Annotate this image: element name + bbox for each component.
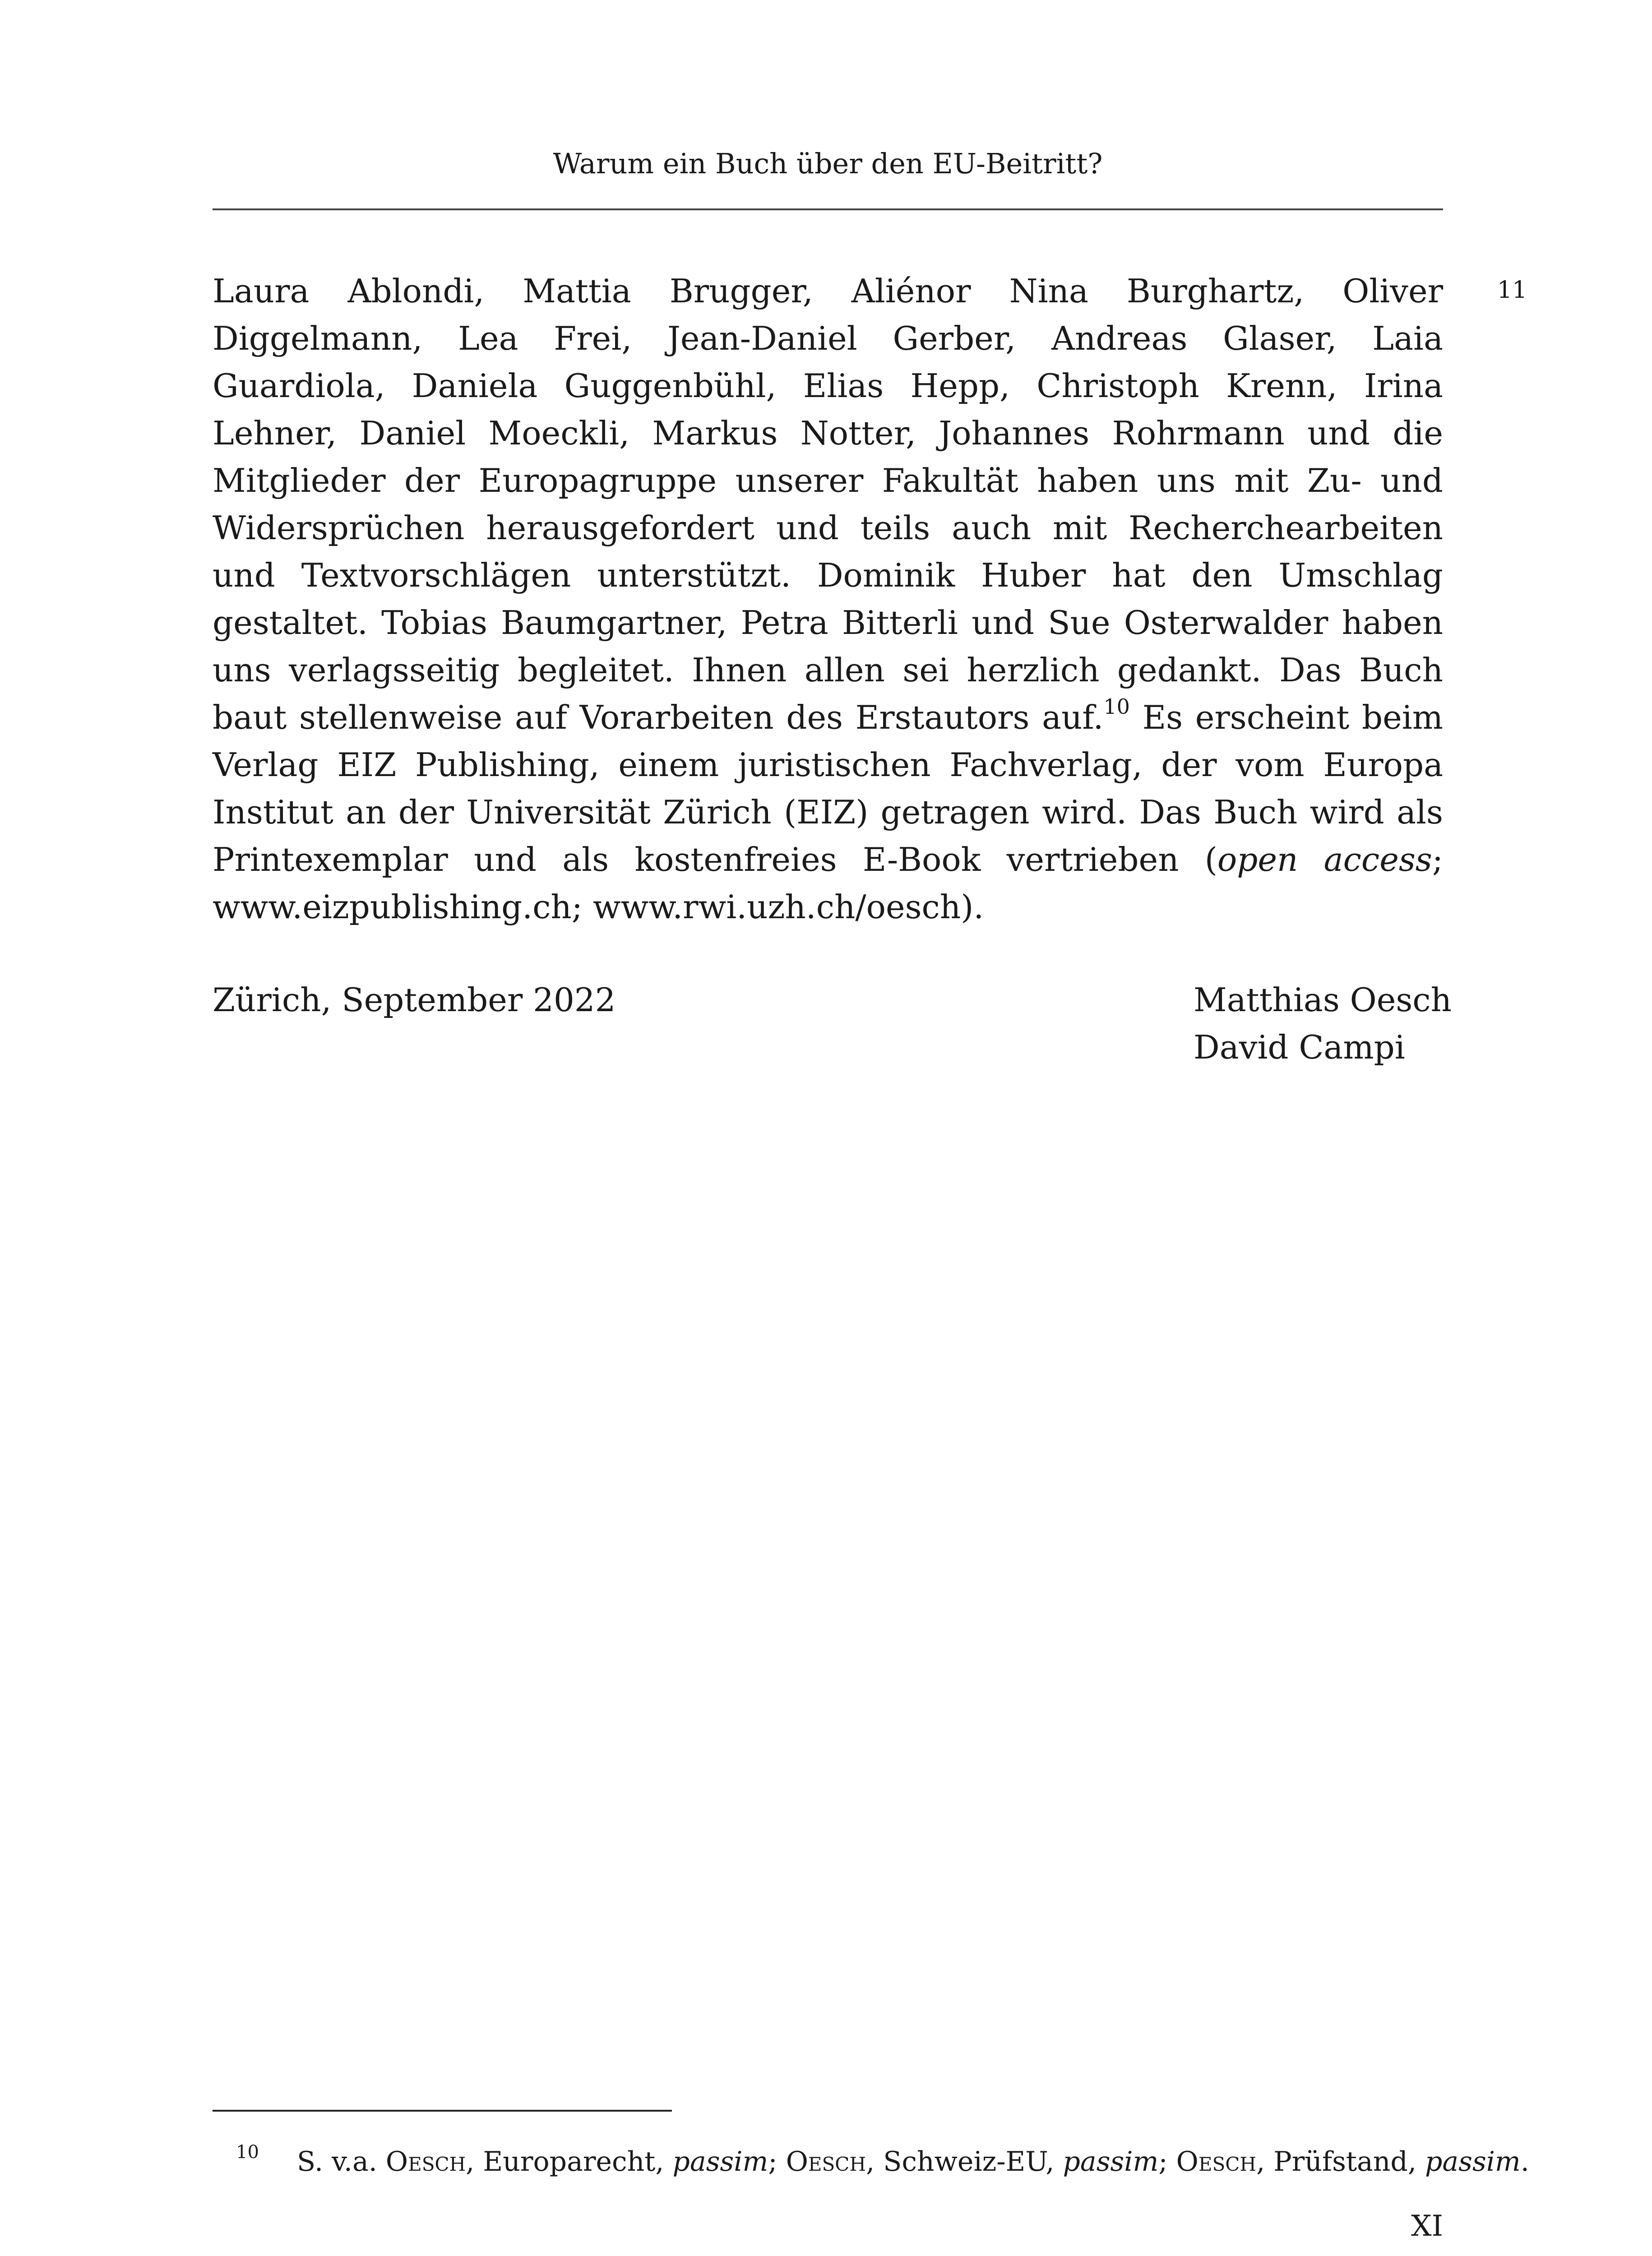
footnote-number: 10 <box>236 2142 259 2163</box>
paragraph-margin-number: 11 <box>1497 277 1527 304</box>
footnote-passim-3: passim <box>1425 2146 1521 2177</box>
header-rule <box>213 208 1443 210</box>
footnote-rule <box>213 2110 672 2112</box>
signoff-authors <box>1194 976 1452 1071</box>
running-header: Warum ein Buch über den EU-Beitritt? <box>553 147 1103 180</box>
footnote-seg-6: . <box>1520 2146 1529 2177</box>
body-text-part3: ; www.eizpublishing.ch; www.rwi.uzh.ch/oesch). <box>213 841 1444 926</box>
footnote-seg-3: , Schweiz-EU, <box>866 2146 1063 2177</box>
footnote-author-1: Oesch <box>385 2146 466 2177</box>
footnote-prefix: S. v.a. <box>297 2146 386 2177</box>
footnote-seg-4: ; <box>1158 2146 1176 2177</box>
footnote-reference[interactable]: 10 <box>1103 694 1130 719</box>
footnote-seg-2: ; <box>768 2146 786 2177</box>
page-number: XI <box>1411 2210 1443 2243</box>
footnote-passim-1: passim <box>672 2146 768 2177</box>
author-name-2: David Campi <box>1194 1028 1405 1066</box>
signoff-place-date: Zürich, September 2022 <box>213 981 616 1019</box>
footnote-author-3: Oesch <box>1176 2146 1257 2177</box>
footnote-author-2: Oesch <box>786 2146 866 2177</box>
footnote-text <box>297 2144 1529 2179</box>
author-name-1: Matthias Oesch <box>1194 981 1452 1019</box>
body-text-part2: Es erscheint beim Verlag EIZ Publishing, einem juristischen Fachverlag, der vom Europa Institut an der Universität Zürich (EIZ) getragen wird. Das Buch wird als Printexemplar und als kostenfreies E-Book vertrieben ( <box>213 698 1444 878</box>
body-paragraph <box>213 268 1443 931</box>
body-text-part1: Laura Ablondi, Mattia Brugger, Aliénor Nina Burghartz, Oliver Diggelmann, Lea Frei, Jean-Daniel Gerber, Andreas Glaser, Laia Guardiola, Daniela Guggenbühl, Elias Hepp, Christoph Krenn, Irina Lehner, Daniel Moeckli, Markus Notter, Johannes Rohrmann und die Mitglieder der Europagruppe unserer Fakultät haben uns mit Zu- und Widersprüchen herausgefordert und teils auch mit Recherchearbeiten und Textvorschlägen unterstützt. Dominik Huber hat den Umschlag gestaltet. Tobias Baumgartner, Petra Bitterli und Sue Osterwalder haben uns verlagsseitig begleitet. Ihnen allen sei herzlich gedankt. Das Buch baut stellenweise auf Vorarbeiten des Erstautors auf. <box>213 272 1443 736</box>
footnote-seg-1: , Europarecht, <box>466 2146 673 2177</box>
footnote-passim-2: passim <box>1063 2146 1159 2177</box>
footnote-seg-5: , Prüfstand, <box>1256 2146 1425 2177</box>
open-access-italic: open access <box>1217 841 1432 878</box>
